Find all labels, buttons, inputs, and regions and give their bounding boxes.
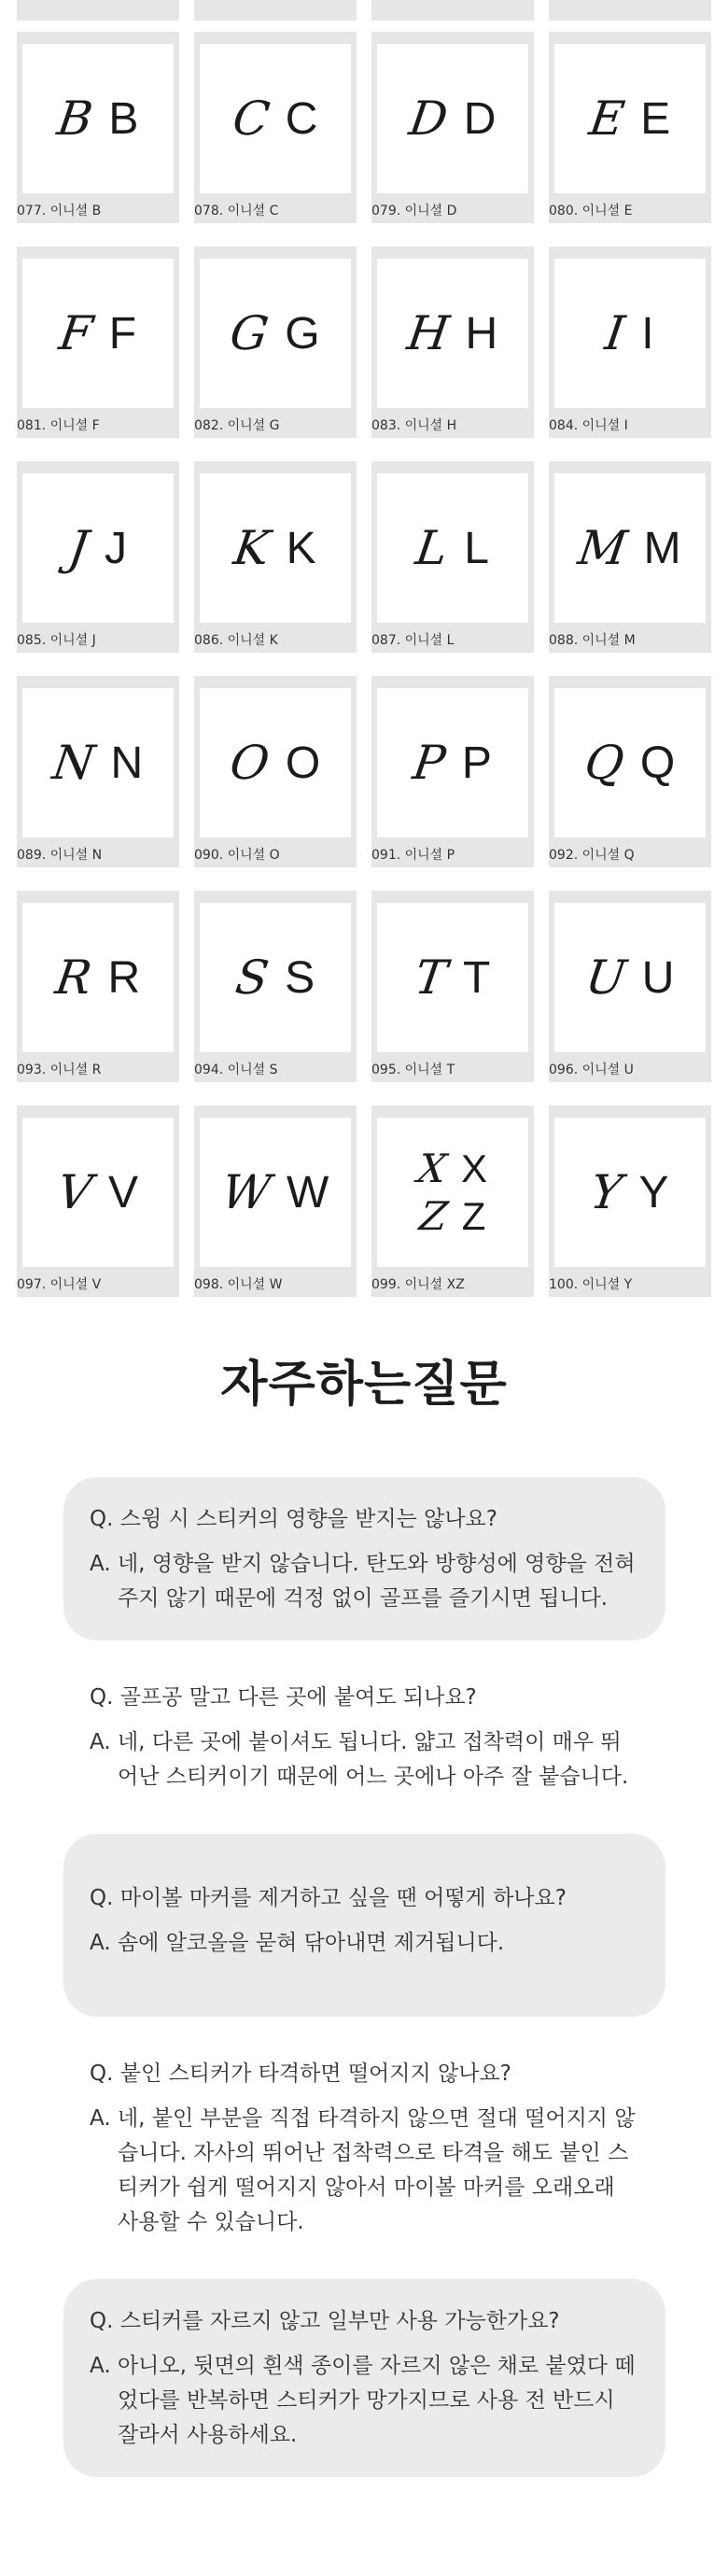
monogram-option-card[interactable] <box>371 461 534 653</box>
script-initial: N <box>49 736 98 790</box>
monogram-option-card[interactable] <box>194 676 357 867</box>
monogram-option-card[interactable] <box>549 676 711 867</box>
monogram-preview <box>554 44 706 193</box>
monogram-letters <box>410 736 492 790</box>
print-initial: N <box>110 738 144 788</box>
monogram-letters <box>64 521 128 575</box>
monogram-letters <box>227 306 320 360</box>
faq-question: Q. 붙인 스티커가 타격하면 떨어지지 않나요? <box>90 2062 511 2086</box>
monogram-caption: 097. 이니셜 V <box>17 1277 102 1292</box>
monogram-preview <box>22 259 174 408</box>
print-initial: K <box>286 523 316 573</box>
script-initial: X <box>414 1146 450 1191</box>
monogram-letters <box>226 736 321 790</box>
monogram-caption: 099. 이니셜 XZ <box>371 1277 465 1292</box>
card-top-edge <box>17 0 179 21</box>
monogram-caption: 086. 이니셜 K <box>194 633 278 648</box>
monogram-preview <box>200 688 351 838</box>
monogram-caption: 078. 이니셜 C <box>194 204 279 218</box>
monogram-caption: 087. 이니셜 L <box>371 633 455 648</box>
print-initial: P <box>461 738 492 788</box>
script-initial: C <box>229 91 273 146</box>
script-initial: O <box>226 736 273 790</box>
print-initial: Z <box>461 1193 486 1238</box>
monogram-caption: 089. 이니셜 N <box>17 848 103 863</box>
monogram-caption: 098. 이니셜 W <box>194 1277 283 1292</box>
monogram-preview <box>200 259 351 408</box>
script-initial: U <box>581 950 629 1005</box>
monogram-preview <box>377 903 528 1052</box>
monogram-letters <box>55 306 137 360</box>
monogram-option-card[interactable] <box>194 1105 357 1297</box>
monogram-caption: 094. 이니셜 S <box>194 1063 278 1077</box>
script-initial: K <box>231 521 273 575</box>
monogram-letters <box>231 950 315 1005</box>
faq-item <box>63 1655 665 1819</box>
monogram-option-card[interactable] <box>371 676 534 867</box>
monogram-preview <box>377 44 528 193</box>
monogram-preview <box>377 1118 528 1267</box>
monogram-caption: 090. 이니셜 O <box>194 848 280 863</box>
script-initial: V <box>53 1165 96 1219</box>
script-initial: B <box>53 91 96 146</box>
print-initial: T <box>463 952 491 1003</box>
monogram-letters <box>53 1165 139 1219</box>
monogram-caption: 088. 이니셜 M <box>549 633 636 648</box>
monogram-row <box>414 1146 487 1191</box>
monogram-option-card[interactable] <box>549 1105 711 1297</box>
print-initial: G <box>285 308 320 359</box>
monogram-preview <box>377 259 528 408</box>
monogram-option-card[interactable] <box>17 32 179 223</box>
monogram-option-card[interactable] <box>17 461 179 653</box>
monogram-letters <box>581 950 675 1005</box>
script-initial: S <box>231 950 273 1005</box>
monogram-preview <box>554 473 706 623</box>
print-initial: H <box>465 308 498 359</box>
faq-answer: A. 네, 다른 곳에 붙이셔도 됩니다. 얇고 접착력이 매우 뛰어난 스티커이기 때문에 어느 곳에나 아주 잘 붙습니다. <box>90 1730 629 1789</box>
faq-item <box>63 1477 665 1640</box>
monogram-preview <box>22 473 174 623</box>
print-initial: U <box>641 952 675 1003</box>
card-top-edge <box>194 0 357 21</box>
monogram-preview <box>377 688 528 838</box>
monogram-option-card[interactable] <box>549 246 711 438</box>
faq-question: Q. 스윙 시 스티커의 영향을 받지는 않나요? <box>90 1507 497 1531</box>
script-initial: Z <box>416 1193 451 1239</box>
monogram-letters <box>403 306 498 360</box>
script-initial: Q <box>581 736 627 790</box>
monogram-preview <box>200 1118 351 1267</box>
monogram-option-card[interactable] <box>17 676 179 867</box>
script-initial: D <box>405 91 451 146</box>
monogram-caption: 084. 이니셜 I <box>549 418 628 433</box>
card-top-edge <box>371 0 534 21</box>
print-initial: B <box>108 93 139 144</box>
monogram-preview <box>554 903 706 1052</box>
monogram-option-card[interactable] <box>194 32 357 223</box>
script-initial: G <box>227 306 273 360</box>
script-initial: T <box>411 950 451 1005</box>
faq-question: Q. 마이볼 마커를 제거하고 싶을 땐 어떻게 하나요? <box>90 1886 567 1910</box>
card-top-edge <box>549 0 711 21</box>
monogram-preview <box>554 688 706 838</box>
monogram-preview <box>200 473 351 623</box>
monogram-row <box>416 1193 486 1239</box>
faq-answer: A. 네, 영향을 받지 않습니다. 탄도와 방향성에 영향을 전혀 주지 않기 때문에 걱정 없이 골프를 즐기시면 됩니다. <box>90 1552 636 1611</box>
monogram-letters <box>411 950 491 1005</box>
faq-question: Q. 골프공 말고 다른 곳에 붙여도 되나요? <box>90 1685 477 1710</box>
monogram-grid <box>17 0 711 1320</box>
monogram-letters <box>217 1165 329 1219</box>
script-initial: J <box>64 521 92 575</box>
print-initial: X <box>460 1146 487 1190</box>
monogram-letters <box>414 1146 487 1239</box>
script-initial: Y <box>587 1165 626 1219</box>
script-initial: R <box>51 950 95 1005</box>
print-initial: Q <box>639 738 676 788</box>
faq-answer: A. 네, 붙인 부분을 직접 타격하지 않으면 절대 떨어지지 않습니다. 자사의 뛰어난 접착력으로 타격을 해도 붙인 스티커가 쉽게 떨어지지 않아서 마이볼 마커를 오래오래 사용할 수 있습니다. <box>90 2106 636 2234</box>
monogram-letters <box>602 306 654 360</box>
monogram-letters <box>585 91 671 146</box>
monogram-caption: 092. 이니셜 Q <box>549 848 635 863</box>
faq-answer: A. 솜에 알코올을 묻혀 닦아내면 제거됩니다. <box>90 1931 505 1955</box>
print-initial: C <box>285 93 318 144</box>
monogram-preview <box>200 44 351 193</box>
monogram-option-card[interactable] <box>371 246 534 438</box>
monogram-caption: 077. 이니셜 B <box>17 204 102 218</box>
monogram-letters <box>412 521 489 575</box>
script-initial: E <box>585 91 628 146</box>
monogram-caption: 079. 이니셜 D <box>371 204 457 218</box>
print-initial: R <box>107 952 141 1003</box>
print-initial: V <box>108 1167 139 1218</box>
monogram-option-card[interactable] <box>371 891 534 1082</box>
monogram-option-card[interactable] <box>194 246 357 438</box>
script-initial: P <box>410 736 449 790</box>
monogram-letters <box>575 521 681 575</box>
print-initial: W <box>287 1167 329 1218</box>
monogram-caption: 083. 이니셜 H <box>371 418 457 433</box>
print-initial: I <box>641 308 654 359</box>
monogram-option-card[interactable] <box>371 32 534 223</box>
monogram-option-card[interactable] <box>17 1105 179 1297</box>
faq-question: Q. 스티커를 자르지 않고 일부만 사용 가능한가요? <box>90 2309 560 2333</box>
monogram-caption: 091. 이니셜 P <box>371 848 455 863</box>
monogram-caption: 080. 이니셜 E <box>549 204 633 218</box>
monogram-letters <box>405 91 497 146</box>
script-initial: M <box>575 521 631 575</box>
print-initial: J <box>105 523 128 573</box>
monogram-letters <box>53 91 139 146</box>
script-initial: I <box>602 306 629 360</box>
monogram-caption: 082. 이니셜 G <box>194 418 280 433</box>
print-initial: D <box>463 93 497 144</box>
script-initial: W <box>217 1165 274 1219</box>
print-initial: E <box>640 93 671 144</box>
monogram-option-card[interactable] <box>549 32 711 223</box>
monogram-option-card[interactable] <box>549 461 711 653</box>
faq-title: 자주하는질문 <box>220 1357 508 1413</box>
monogram-letters <box>49 736 144 790</box>
faq-item <box>63 1834 665 2017</box>
monogram-option-card[interactable] <box>17 246 179 438</box>
monogram-caption: 095. 이니셜 T <box>371 1063 455 1077</box>
monogram-letters <box>51 950 141 1005</box>
monogram-preview <box>22 44 174 193</box>
monogram-preview <box>200 903 351 1052</box>
monogram-caption: 093. 이니셜 R <box>17 1063 102 1077</box>
monogram-caption: 081. 이니셜 F <box>17 418 100 433</box>
monogram-preview <box>554 1118 706 1267</box>
monogram-option-card[interactable] <box>371 1105 534 1297</box>
print-initial: F <box>108 308 137 359</box>
monogram-caption: 085. 이니셜 J <box>17 633 96 648</box>
monogram-letters <box>581 736 676 790</box>
print-initial: Y <box>638 1167 669 1218</box>
print-initial: M <box>643 523 681 573</box>
script-initial: F <box>55 306 96 360</box>
monogram-preview <box>22 903 174 1052</box>
monogram-caption: 096. 이니셜 U <box>549 1063 634 1077</box>
monogram-preview <box>22 1118 174 1267</box>
monogram-letters <box>587 1165 669 1219</box>
monogram-option-card[interactable] <box>194 461 357 653</box>
monogram-letters <box>231 521 316 575</box>
monogram-preview <box>554 259 706 408</box>
faq-item <box>63 2279 665 2477</box>
monogram-preview <box>22 688 174 838</box>
monogram-option-card[interactable] <box>17 891 179 1082</box>
print-initial: O <box>285 738 321 788</box>
faq-item <box>63 2032 665 2264</box>
monogram-option-card[interactable] <box>194 891 357 1082</box>
script-initial: H <box>403 306 453 360</box>
monogram-preview <box>377 473 528 623</box>
monogram-caption: 100. 이니셜 Y <box>549 1277 633 1292</box>
print-initial: S <box>285 952 315 1003</box>
faq-list <box>63 1477 665 2492</box>
monogram-option-card[interactable] <box>549 891 711 1082</box>
faq-answer: A. 아니오, 뒷면의 흰색 종이를 자르지 않은 채로 붙였다 떼었다를 반복하면 스티커가 망가지므로 사용 전 반드시 잘라서 사용하세요. <box>90 2354 636 2447</box>
print-initial: L <box>464 523 489 573</box>
monogram-letters <box>229 91 318 146</box>
script-initial: L <box>412 521 452 575</box>
